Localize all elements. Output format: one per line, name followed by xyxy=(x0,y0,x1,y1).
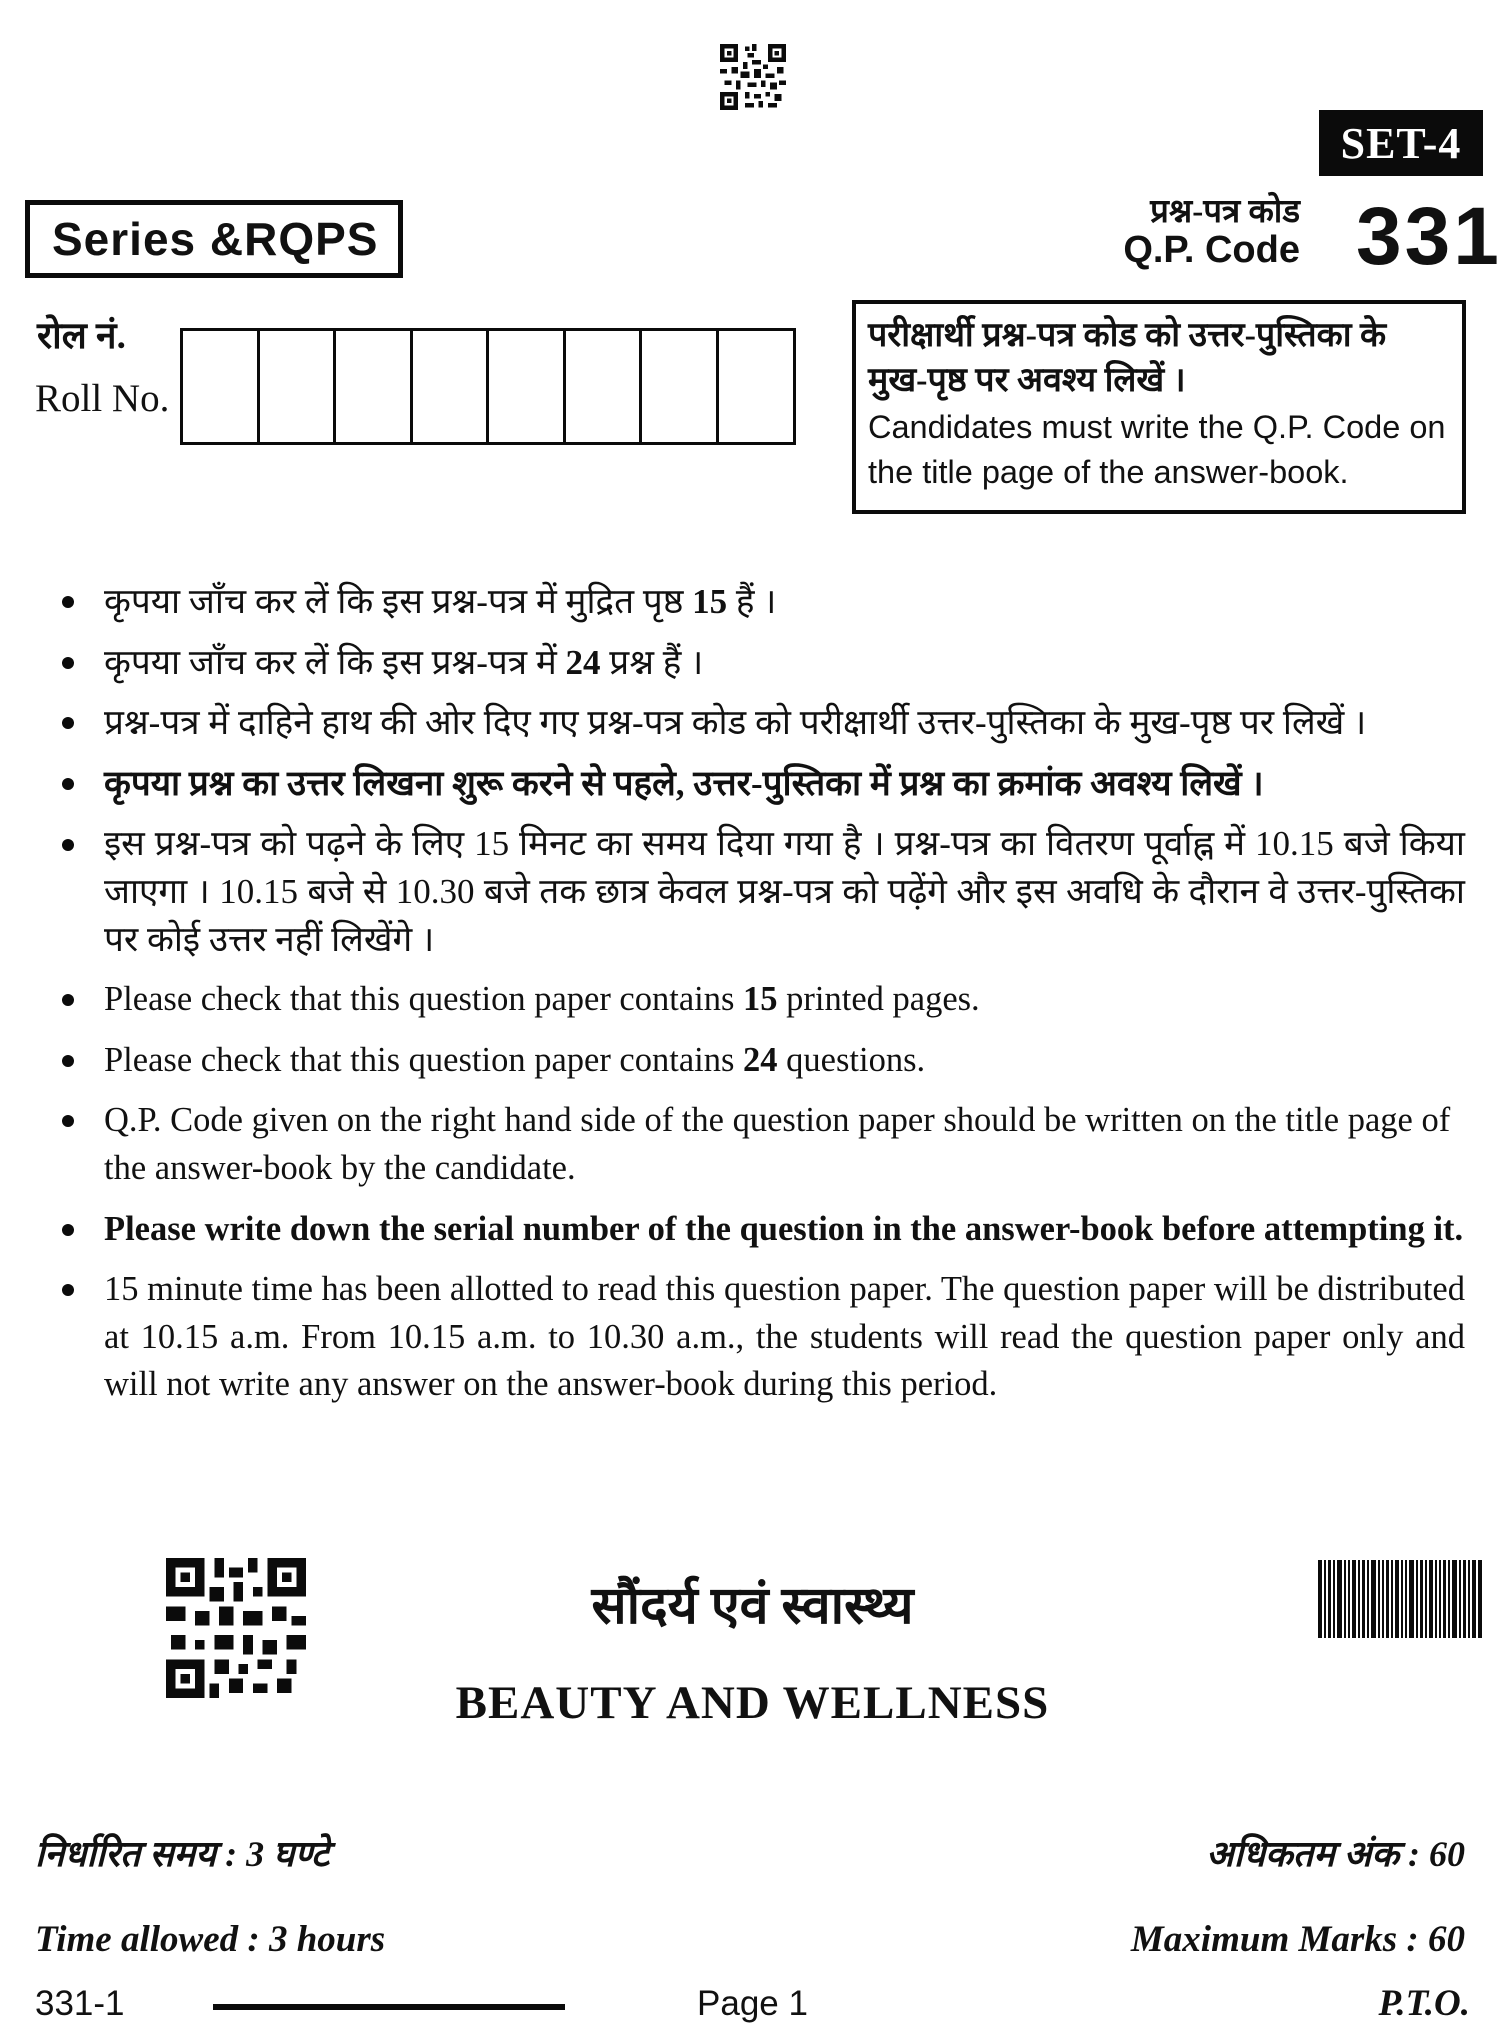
roll-number-cell xyxy=(257,328,337,445)
instruction-item xyxy=(50,820,1465,963)
subject-title-hindi: सौंदर्य एवं स्वास्थ्य xyxy=(591,1578,914,1635)
notice-hindi-line1: परीक्षार्थी प्रश्न-पत्र कोड को उत्तर-पुस्तिका के xyxy=(868,317,1387,354)
instruction-text-segment: 24 xyxy=(743,1040,778,1079)
instruction-text-segment: Please write down the serial number of the question in the answer-book before attempting it. xyxy=(104,1209,1464,1248)
series-label: Series &RQPS xyxy=(52,213,379,265)
instruction-text-segment: कृपया जाँच कर लें कि इस प्रश्न-पत्र में मुद्रित पृष्ठ xyxy=(104,582,693,621)
maximum-marks-hindi: अधिकतम अंक : 60 xyxy=(1206,1834,1465,1874)
qp-notice-box xyxy=(852,300,1466,514)
instruction-item xyxy=(50,1266,1465,1409)
set-badge: SET-4 xyxy=(1319,110,1483,176)
instruction-text-segment: 15 minute time has been allotted to read this question paper. The question paper will be distributed at 10.15 a.m. From 10.15 a.m. to 10.30 a.m., the students will read the question paper only and will not write any answer on the answer-book during this period. xyxy=(104,1270,1465,1404)
qp-code-label-english: Q.P. Code xyxy=(1123,229,1300,272)
notice-hindi-line2: मुख-पृष्ठ पर अवश्य लिखें । xyxy=(868,361,1186,399)
instruction-item xyxy=(50,578,1465,626)
series-box xyxy=(25,200,403,278)
instruction-text-segment: प्रश्न हैं । xyxy=(600,642,704,682)
qp-code-labels xyxy=(1123,194,1300,272)
instruction-text-segment: questions. xyxy=(777,1040,926,1079)
instruction-text-segment: 15 xyxy=(692,582,728,621)
instruction-item xyxy=(50,1037,1465,1085)
roll-number-grid xyxy=(180,328,796,445)
time-allowed-hindi: निर्धारित समय : 3 घण्टे xyxy=(35,1834,330,1874)
instruction-item xyxy=(50,639,1465,687)
roll-number-cell xyxy=(563,328,643,445)
qr-code-top-icon xyxy=(720,44,786,110)
instruction-item xyxy=(50,976,1465,1024)
paper-code: 331-1 xyxy=(35,1984,125,2023)
roll-number-cell xyxy=(716,328,796,445)
instruction-text-segment: प्रश्न-पत्र में दाहिने हाथ की ओर दिए गए प्रश्न-पत्र कोड को परीक्षार्थी उत्तर-पुस्तिका के मुख-पृष्ठ पर लिखें । xyxy=(104,703,1367,743)
instruction-text-segment: हैं । xyxy=(727,582,777,621)
instruction-item xyxy=(50,699,1465,747)
instruction-text-segment: Please check that this question paper contains xyxy=(104,1040,744,1079)
instruction-item xyxy=(50,1206,1465,1254)
instruction-item xyxy=(50,1097,1465,1192)
time-allowed-english: Time allowed : 3 hours xyxy=(35,1919,386,1960)
roll-label-hindi: रोल नं. xyxy=(37,316,126,357)
instruction-text-segment: Please check that this question paper contains xyxy=(104,980,744,1019)
instruction-text-segment: Q.P. Code given on the right hand side of the question paper should be written on the title page of the answer-book by the candidate. xyxy=(104,1101,1451,1187)
instruction-list xyxy=(50,578,1465,1422)
instruction-text-segment: कृपया प्रश्न का उत्तर लिखना शुरू करने से पहले, उत्तर-पुस्तिका में प्रश्न का क्रमांक अवश्य लिखें । xyxy=(104,763,1264,803)
instruction-text-segment: 24 xyxy=(565,642,601,682)
page-number: Page 1 xyxy=(697,1984,808,2023)
qp-code-label-hindi: प्रश्न-पत्र कोड xyxy=(1150,194,1300,230)
qp-code-value: 331 xyxy=(1356,191,1502,282)
roll-number-cell xyxy=(180,328,260,445)
roll-number-cell xyxy=(486,328,566,445)
notice-english-line2: the title page of the answer-book. xyxy=(868,454,1349,491)
barcode-icon xyxy=(1318,1560,1482,1638)
subject-title-english: BEAUTY AND WELLNESS xyxy=(455,1677,1050,1729)
roll-number-cell xyxy=(333,328,413,445)
notice-english-line1: Candidates must write the Q.P. Code on xyxy=(868,408,1446,445)
instruction-text-segment: 15 xyxy=(743,980,778,1019)
roll-number-cell xyxy=(410,328,490,445)
pto-label: P.T.O. xyxy=(1378,1983,1470,2024)
maximum-marks-english: Maximum Marks : 60 xyxy=(1130,1919,1465,1960)
instruction-text-segment: printed pages. xyxy=(777,980,980,1019)
roll-number-cell xyxy=(639,328,719,445)
instruction-text-segment: इस प्रश्न-पत्र को पढ़ने के लिए 15 मिनट का समय दिया गया है । प्रश्न-पत्र का वितरण पूर्वाह्न में 10.15 बजे किया जाएगा । 10.15 बजे से 10.30 बजे तक छात्र केवल प्रश्न-पत्र को पढ़ेंगे और इस अवधि के दौरान वे उत्तर-पुस्तिका पर कोई उत्तर नहीं लिखेंगे । xyxy=(104,824,1465,959)
instruction-item xyxy=(50,760,1465,808)
instruction-text-segment: कृपया जाँच कर लें कि इस प्रश्न-पत्र में xyxy=(104,642,566,682)
roll-label-english: Roll No. xyxy=(35,377,170,420)
